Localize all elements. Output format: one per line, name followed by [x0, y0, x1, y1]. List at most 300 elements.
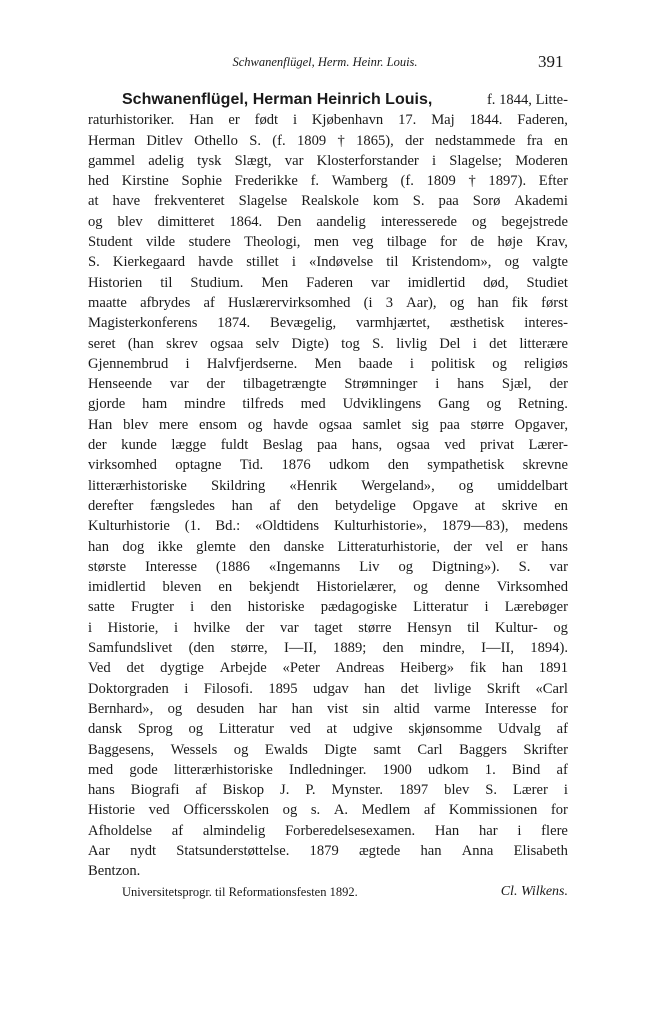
word: 1894). — [530, 640, 568, 657]
word: for — [439, 234, 457, 251]
word: Litteratur — [218, 721, 274, 738]
word: almindelig — [202, 822, 266, 839]
word: satte — [88, 599, 115, 616]
word: Opgaver, — [514, 416, 568, 433]
word: Biografi — [130, 782, 180, 799]
word: (f. — [400, 173, 414, 190]
word: Wergeland», — [361, 477, 435, 494]
word: (1. — [184, 518, 201, 535]
word: frekventeret — [154, 193, 225, 210]
word: Andreas — [335, 660, 385, 677]
word: af — [269, 497, 281, 514]
word: Wessels — [170, 741, 218, 758]
word: Henseende — [88, 376, 153, 393]
word: Interesse — [145, 558, 197, 575]
word: at — [474, 497, 486, 514]
word: var — [279, 619, 299, 636]
word: f. 1844, Litte- — [486, 92, 568, 108]
word: hvilke — [193, 619, 231, 636]
word: og — [247, 416, 263, 433]
word: er — [228, 112, 240, 129]
text-line — [88, 618, 568, 638]
word: han — [420, 842, 442, 859]
word: Maj — [431, 112, 455, 129]
word: har — [478, 822, 498, 839]
word: Tid. — [239, 457, 264, 474]
word: raturhistoriker. — [88, 112, 175, 129]
text-line — [88, 252, 568, 272]
word: Bd.: — [215, 518, 241, 535]
word: Lærebøger — [504, 599, 568, 616]
running-head — [0, 52, 664, 74]
word: Lærer- — [528, 437, 568, 454]
word: Forberedelsesexamen. — [285, 822, 416, 839]
word: nydt — [130, 842, 157, 859]
word: havde — [273, 416, 309, 433]
word: 1809 — [296, 132, 327, 149]
word: Biskop — [222, 782, 265, 799]
word: 1879 — [309, 842, 339, 859]
word: Litteratur — [413, 599, 469, 616]
word: varme — [433, 700, 471, 717]
word: en — [554, 497, 568, 514]
word: han — [231, 497, 253, 514]
word: paa — [317, 437, 338, 454]
word: hed — [88, 173, 110, 190]
word: Sjæl, — [501, 376, 532, 393]
word: en — [554, 132, 568, 149]
word: til — [160, 274, 173, 291]
word: Bind — [511, 761, 541, 778]
text-line — [88, 374, 568, 394]
text-line — [88, 313, 568, 333]
word: i — [472, 335, 477, 352]
word: Faderen, — [517, 112, 568, 129]
text-line — [88, 293, 568, 313]
word: at — [326, 721, 338, 738]
word: valgte — [532, 254, 568, 271]
word: aandelig — [316, 213, 366, 230]
word: (f. — [272, 132, 286, 149]
word: Litteraturhistorie, — [337, 538, 441, 555]
word: f. — [310, 173, 320, 190]
word: Den — [277, 213, 302, 230]
word: 3 — [385, 294, 393, 311]
word: i — [517, 822, 522, 839]
word: af — [203, 294, 215, 311]
word: interesserede — [380, 213, 457, 230]
text-line — [88, 110, 568, 130]
text-line — [88, 476, 568, 496]
word: baade — [358, 355, 393, 372]
word: begejstrede — [501, 213, 568, 230]
text-line — [88, 821, 568, 841]
word: 1900 — [382, 761, 412, 778]
word: virksomhed — [88, 457, 157, 474]
word: der — [206, 376, 226, 393]
word: optagne — [175, 457, 222, 474]
word: 1844. — [469, 112, 503, 129]
word: Opgave — [412, 497, 458, 514]
source-citation: Universitetsprogr. til Reformationsfesten 1892. — [122, 885, 358, 899]
word: altid — [393, 700, 420, 717]
word: fra — [526, 132, 543, 149]
word: har — [258, 700, 278, 717]
word: Bentzon. — [88, 863, 141, 880]
word: Historie — [88, 802, 136, 819]
word: 1865), — [356, 132, 394, 149]
word: for — [550, 802, 568, 819]
word: Moderen — [515, 152, 568, 169]
word: Retning. — [518, 396, 568, 413]
word: og — [504, 254, 520, 271]
word: selv — [255, 335, 280, 352]
word: hans — [88, 782, 115, 799]
word: livlig — [396, 335, 428, 352]
word: seret — [88, 335, 116, 352]
word: maatte — [88, 294, 127, 311]
word: og — [88, 213, 103, 230]
word: derefter — [88, 497, 134, 514]
word: tysk — [197, 152, 222, 169]
word: var — [284, 152, 304, 169]
word: ogsaa — [318, 416, 353, 433]
word: og — [188, 721, 204, 738]
word: Carl — [417, 741, 443, 758]
word: han — [477, 294, 499, 311]
word: dansk — [88, 721, 123, 738]
word: S. — [518, 558, 531, 575]
text-line — [88, 354, 568, 374]
word: bleven — [162, 579, 202, 596]
word: Han — [88, 416, 113, 433]
word: Theologi, — [244, 234, 301, 251]
word: «Carl — [535, 680, 568, 697]
word: Men — [314, 355, 342, 372]
word: Skildring — [210, 477, 266, 494]
word: og — [167, 700, 183, 717]
text-line — [88, 638, 568, 658]
text-line — [88, 597, 568, 617]
word: umiddelbart — [497, 477, 568, 494]
word: stillet — [246, 254, 279, 271]
word: flere — [541, 822, 568, 839]
word: kom — [372, 193, 399, 210]
word: fængsledes — [150, 497, 215, 514]
word: dygtige — [160, 660, 204, 677]
word: de — [470, 234, 485, 251]
word: S. — [88, 254, 100, 271]
word: (den — [188, 640, 215, 657]
word: Faderen — [306, 274, 354, 291]
word: have — [112, 193, 141, 210]
word: Aar), — [406, 294, 437, 311]
word: denne — [444, 579, 480, 596]
word: Skrift — [486, 680, 520, 697]
word: Anna — [461, 842, 494, 859]
word: Sorø — [472, 193, 501, 210]
word: Frugter — [130, 599, 174, 616]
word: tog — [341, 335, 360, 352]
word: med — [300, 396, 326, 413]
word: største — [88, 558, 127, 575]
word: 17. — [398, 112, 417, 129]
word: i — [185, 355, 190, 372]
word: Student — [88, 234, 133, 251]
word: 1879—83), — [441, 518, 509, 535]
word: ægtede — [358, 842, 401, 859]
word: litterærhistoriske — [173, 761, 273, 778]
word: havde — [198, 254, 234, 271]
word: han — [364, 680, 386, 697]
text-line — [88, 131, 568, 151]
word: Othello — [194, 132, 238, 149]
word: der — [453, 538, 473, 555]
text-line — [88, 394, 568, 414]
word: Udvalg — [497, 721, 541, 738]
word: litterære — [519, 335, 568, 352]
word: i — [563, 782, 568, 799]
word: fik — [469, 660, 487, 677]
word: A. — [333, 802, 349, 819]
word: Historie, — [107, 619, 159, 636]
word: vist — [326, 700, 349, 717]
word: desuden — [196, 700, 245, 717]
word: Kommissionen — [448, 802, 538, 819]
word: tilfreds — [242, 396, 284, 413]
word: og — [233, 741, 249, 758]
word: mindre, — [419, 640, 465, 657]
word: mindre — [184, 396, 226, 413]
word: Filosofi. — [203, 680, 253, 697]
word: 1897). — [488, 173, 527, 190]
word: danske — [283, 538, 325, 555]
word: Han — [189, 112, 214, 129]
word: dimitteret — [157, 213, 215, 230]
word: det — [489, 335, 507, 352]
word: i — [484, 599, 489, 616]
word: Doktorgraden — [88, 680, 169, 697]
word: sin — [362, 700, 380, 717]
word: den — [382, 640, 404, 657]
word: Heiberg» — [400, 660, 455, 677]
word: men — [313, 234, 339, 251]
text-line — [88, 435, 568, 455]
word: Sprog — [137, 721, 173, 738]
word: «Henrik — [289, 477, 338, 494]
word: Mynster. — [331, 782, 383, 799]
word: ogsaa — [210, 335, 244, 352]
word: s. — [310, 802, 321, 819]
word: bekjendt — [249, 579, 300, 596]
text-line — [88, 699, 568, 719]
text-line — [88, 841, 568, 861]
word: imidlertid — [407, 274, 466, 291]
word: ham — [142, 396, 168, 413]
word: en — [218, 579, 233, 596]
word: Elisabeth — [513, 842, 568, 859]
word: af — [171, 822, 184, 839]
word: «Ingemanns — [268, 558, 341, 575]
word: i — [88, 619, 93, 636]
word: Udviklingens — [342, 396, 422, 413]
word: Krav, — [536, 234, 568, 251]
text-line — [88, 780, 568, 800]
word: † — [468, 173, 476, 190]
word: J. — [280, 782, 290, 799]
word: udgive — [352, 721, 393, 738]
word: Ewalds — [264, 741, 308, 758]
word: Samfundslivet — [88, 640, 173, 657]
text-line — [88, 516, 568, 536]
text-line — [88, 557, 568, 577]
word: Digte) — [291, 335, 329, 352]
text-line — [88, 760, 568, 780]
text-line — [88, 212, 568, 232]
word: og — [413, 579, 428, 596]
word: pædagogiske — [320, 599, 397, 616]
word: den — [249, 538, 271, 555]
word: udkom — [428, 761, 469, 778]
word: Del — [439, 335, 461, 352]
word: i — [292, 112, 298, 129]
word: 1876 — [281, 457, 311, 474]
word: interes- — [524, 315, 568, 332]
word: hans, — [351, 437, 383, 454]
word: imidlertid — [88, 579, 146, 596]
word: Kulturhistorie», — [333, 518, 427, 535]
word: Digtning»). — [431, 558, 500, 575]
word: gode — [129, 761, 158, 778]
word: der — [245, 619, 265, 636]
word: Kulturhistorie — [88, 518, 170, 535]
word: hans — [457, 376, 484, 393]
word: ensom — [198, 416, 238, 433]
word: i — [432, 152, 437, 169]
word: Men — [261, 274, 289, 291]
word: Indledninger. — [289, 761, 367, 778]
word: 1. — [484, 761, 496, 778]
word: S. — [485, 782, 498, 799]
text-line — [88, 537, 568, 557]
word: (han — [127, 335, 154, 352]
word: I—II, — [481, 640, 514, 657]
word: større — [470, 416, 504, 433]
word: medens — [523, 518, 568, 535]
word: Historien — [88, 274, 143, 291]
word: tilbagetrængte — [242, 376, 327, 393]
word: i — [173, 619, 179, 636]
word: med — [88, 761, 114, 778]
word: Bernhard», — [88, 700, 154, 717]
word: og — [553, 619, 568, 636]
word: Skrifter — [523, 741, 568, 758]
word: hans — [541, 538, 568, 555]
text-line — [88, 679, 568, 699]
text-line — [88, 719, 568, 739]
word: død, — [483, 274, 509, 291]
word: for — [550, 700, 568, 717]
word: (i — [363, 294, 373, 311]
word: skjønsomme — [408, 721, 483, 738]
word: ikke — [157, 538, 183, 555]
word: Statsunderstøttelse. — [176, 842, 290, 859]
page-number: 391 — [538, 52, 564, 71]
word: «Indøvelse — [309, 254, 374, 271]
word: S. — [249, 132, 261, 149]
text-line — [88, 496, 568, 516]
word: 1897 — [398, 782, 429, 799]
word: Slagelse — [238, 193, 288, 210]
word: Studiet — [526, 274, 568, 291]
word: Interesse — [484, 700, 537, 717]
word: til — [386, 254, 399, 271]
word: Strømninger — [344, 376, 418, 393]
word: litterærhistoriske — [88, 477, 187, 494]
word: studere — [188, 234, 231, 251]
word: Historielærer, — [316, 579, 397, 596]
word: Liv — [359, 558, 380, 575]
text-line — [88, 800, 568, 820]
word: varmhjærtet, — [355, 315, 431, 332]
word: afbrydes — [140, 294, 191, 311]
word: i — [435, 376, 440, 393]
word: Slagelse; — [449, 152, 502, 169]
word: S. — [412, 193, 425, 210]
word: 1891 — [538, 660, 568, 677]
word: Slægt, — [234, 152, 272, 169]
word: der — [405, 132, 424, 149]
word: betydelige — [335, 497, 396, 514]
word: Han — [434, 822, 460, 839]
word: blev — [444, 782, 470, 799]
word: blev — [123, 416, 149, 433]
word: Magisterkonferens — [88, 315, 198, 332]
word: og — [398, 558, 414, 575]
word: historiske — [247, 599, 305, 616]
word: der — [549, 376, 568, 393]
word: og — [492, 355, 507, 372]
word: var — [549, 558, 568, 575]
word: glemte — [196, 538, 236, 555]
word: Kierkegaard — [112, 254, 186, 271]
word: Virksomhed — [496, 579, 568, 596]
word: i — [184, 680, 189, 697]
word: privat — [479, 437, 515, 454]
word: 1895 — [268, 680, 298, 697]
word: ved — [289, 721, 311, 738]
word: nedstammede — [435, 132, 516, 149]
word: Hensyn — [407, 619, 452, 636]
word: Herman — [88, 132, 136, 149]
word: først — [541, 294, 568, 311]
text-line — [88, 415, 568, 435]
word: i — [409, 355, 414, 372]
word: Arbejde — [219, 660, 267, 677]
word: vilde — [145, 234, 176, 251]
word: Kristendom», — [411, 254, 492, 271]
word: 1874. — [217, 315, 251, 332]
text-line — [88, 273, 568, 293]
word: udgav — [312, 680, 349, 697]
word: politisk — [431, 355, 476, 372]
word: Baggers — [459, 741, 507, 758]
article-body — [88, 90, 568, 882]
word: at — [88, 193, 99, 210]
word: Ved — [88, 660, 111, 677]
word: samlet — [362, 416, 402, 433]
word: tilbage — [386, 234, 427, 251]
